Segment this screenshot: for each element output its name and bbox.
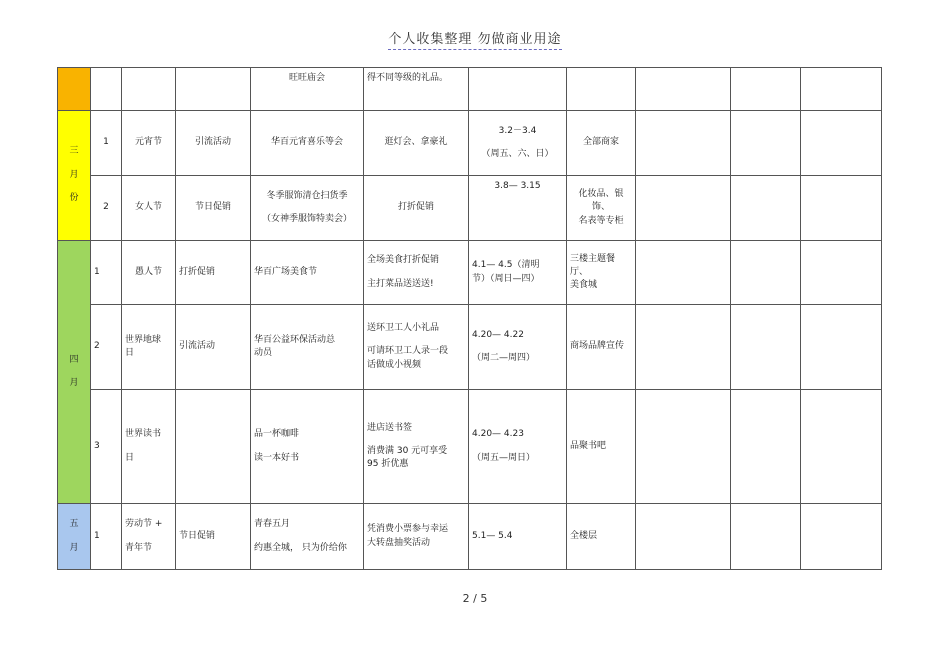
table-row: [58, 68, 882, 111]
event-cell: 华百元宵喜乐等会: [251, 111, 364, 176]
festival-cell: 劳动节 + 青年节: [122, 504, 176, 570]
promo-cell: 送环卫工人小礼品 可请环卫工人录一段 话做成小视频: [364, 305, 469, 390]
area-cell: 三楼主题餐厅、 美食城: [567, 241, 636, 305]
festival-cell: 元宵节: [122, 111, 176, 176]
table-row: [58, 390, 882, 504]
event-cell: 冬季服饰清仓扫货季 （女神季服饰特卖会）: [251, 176, 364, 241]
area-cell: 全楼层: [567, 504, 636, 570]
promo-cell: 逛灯会、拿豪礼: [364, 111, 469, 176]
date-cell: 5.1— 5.4: [469, 504, 567, 570]
event-cell: 华百公益环保活动总 动员: [251, 305, 364, 390]
type-cell: 打折促销: [176, 241, 251, 305]
promo-cell: 全场美食打折促销 主打菜品送送送!: [364, 241, 469, 305]
festival-cell: 世界地球 日: [122, 305, 176, 390]
row-number: 1: [91, 504, 122, 570]
promo-cell: 凭消费小票参与幸运 大转盘抽奖活动: [364, 504, 469, 570]
area-cell: 商场品牌宣传: [567, 305, 636, 390]
table-row: [58, 241, 882, 305]
type-cell: 引流活动: [176, 111, 251, 176]
date-cell: 3.8— 3.15: [469, 176, 567, 241]
festival-cell: 女人节: [122, 176, 176, 241]
type-cell: 节日促销: [176, 176, 251, 241]
event-cell: 旺旺庙会: [251, 68, 364, 111]
row-number: 2: [91, 305, 122, 390]
row-number: 3: [91, 390, 122, 504]
page-header: 个人收集整理 勿做商业用途: [0, 28, 950, 47]
date-cell: 4.1— 4.5（清明 节）（周日—四）: [469, 241, 567, 305]
type-cell: 节日促销: [176, 504, 251, 570]
month-cell: [58, 68, 91, 111]
row-number: 2: [91, 176, 122, 241]
area-cell: 化妆品、银饰、 名表等专柜: [567, 176, 636, 241]
date-cell: 3.2－3.4 （周五、六、日）: [469, 111, 567, 176]
promo-cell: 打折促销: [364, 176, 469, 241]
row-number: 1: [91, 111, 122, 176]
date-cell: 4.20— 4.22 （周二—周四）: [469, 305, 567, 390]
month-cell-march: 三 月 份: [58, 111, 91, 241]
promo-cell: 进店送书签 消费满 30 元可享受 95 折优惠: [364, 390, 469, 504]
festival-cell: 世界读书 日: [122, 390, 176, 504]
date-cell: 4.20— 4.23 （周五—周日）: [469, 390, 567, 504]
area-cell: 品聚书吧: [567, 390, 636, 504]
event-cell: 青春五月 约惠全城， 只为价给你: [251, 504, 364, 570]
page-number: 2 / 5: [462, 592, 488, 605]
event-cell: 华百广场美食节: [251, 241, 364, 305]
row-number: 1: [91, 241, 122, 305]
table-row: [58, 176, 882, 241]
month-cell-may: 五 月: [58, 504, 91, 570]
month-cell-april: 四 月: [58, 241, 91, 504]
promo-cell: 得不同等级的礼品。: [364, 68, 469, 111]
event-cell: 品一杯咖啡 读一本好书: [251, 390, 364, 504]
area-cell: 全部商家: [567, 111, 636, 176]
table-row: [58, 504, 882, 570]
table-row: [58, 111, 882, 176]
type-cell: 引流活动: [176, 305, 251, 390]
festival-cell: 愚人节: [122, 241, 176, 305]
table-row: [58, 305, 882, 390]
event-schedule-table: [57, 67, 882, 570]
